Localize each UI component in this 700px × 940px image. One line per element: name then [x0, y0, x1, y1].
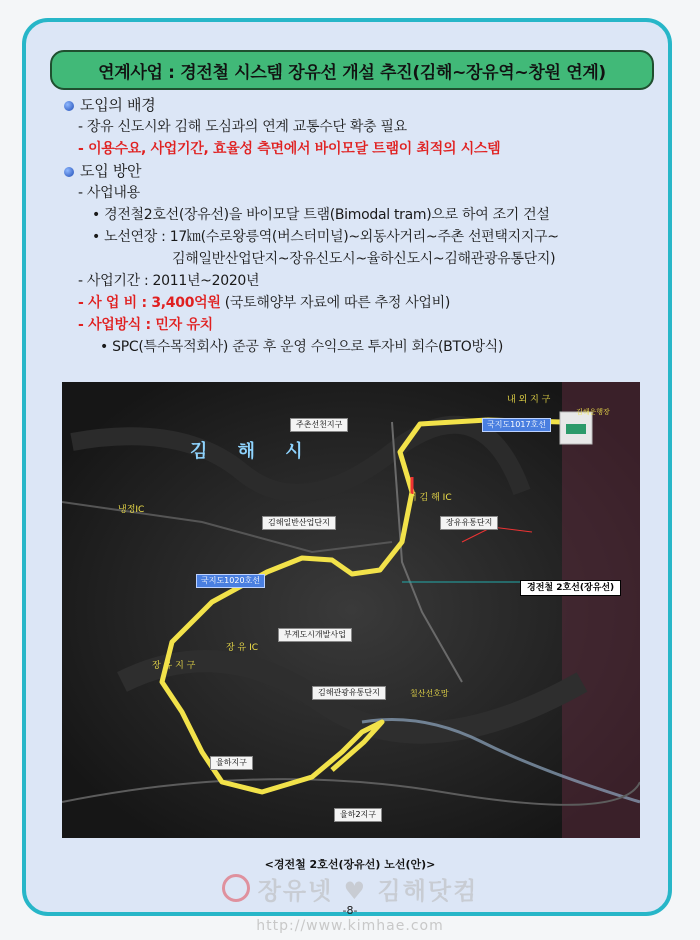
page-title: 연계사업 : 경전철 시스템 장유선 개설 추진(김해~장유역~창원 연계)	[98, 62, 606, 83]
label-city: 김 해 시	[190, 441, 315, 462]
label-juchon: 주촌선천지구	[290, 418, 348, 432]
plan-method-item: • SPC(특수목적회사) 준공 후 운영 수익으로 투자비 회수(BTO방식)	[100, 339, 504, 355]
watermark-logo-icon	[222, 874, 250, 902]
label-jangyu-district: 장 유 지 구	[152, 661, 196, 671]
label-station: 김해운행장	[576, 408, 610, 416]
label-route-1017: 국지도1017호선	[482, 418, 551, 432]
plan-item-2: • 노선연장 : 17㎞(수로왕릉역(버스터미널)~외동사거리~주촌 선편택지지구~	[92, 229, 559, 245]
label-tourism: 김해관광유통단지	[312, 686, 386, 700]
label-yulha: 율하지구	[210, 756, 253, 770]
title-bar	[50, 50, 654, 90]
label-chilsan: 칠산선호망	[410, 689, 449, 698]
background-line-2: - 이용수요, 사업기간, 효율성 측면에서 바이모달 트램이 최적의 시스템	[78, 141, 501, 157]
label-naeoe: 내 외 지 구	[507, 395, 551, 405]
page-number: -8-	[342, 904, 358, 917]
label-ilban: 김해일반산업단지	[262, 516, 336, 530]
content-text-block	[64, 94, 644, 358]
background-line-1: - 장유 신도시와 김해 도심과의 연계 교통수단 확충 필요	[78, 119, 407, 135]
map-pink-overlay	[562, 382, 640, 838]
label-bugye: 부계도시개발사업	[278, 628, 352, 642]
map-caption: <경전철 2호선(장유선) 노선(안)>	[264, 858, 436, 871]
plan-item-1: • 경전철2호선(장유선)을 바이모달 트램(Bimodal tram)으로 하여 조기 건설	[92, 207, 550, 223]
plan-cost-label: - 사 업 비 : 3,400억원	[78, 295, 221, 311]
bullet-icon	[64, 167, 74, 177]
label-naengjeong-ic: 냉정IC	[118, 505, 145, 515]
bullet-icon	[64, 101, 74, 111]
section-heading-plan: 도입 방안	[64, 160, 644, 182]
plan-method: - 사업방식 : 민자 유치	[78, 317, 213, 333]
label-jangyu-ic: 장 유 IC	[226, 643, 259, 653]
map-graphic	[62, 382, 640, 838]
section-heading-background: 도입의 배경	[64, 94, 644, 116]
plan-sub-heading: - 사업내용	[78, 185, 140, 201]
label-seogimhae-ic: 서 김 해 IC	[408, 493, 452, 503]
plan-cost	[64, 292, 644, 314]
plan-period: - 사업기간 : 2011년~2020년	[78, 273, 260, 289]
watermark-url: http://www.kimhae.com	[256, 918, 444, 934]
label-route-1020: 국지도1020호선	[196, 574, 265, 588]
label-yulha2: 율하2지구	[334, 808, 382, 822]
watermark	[200, 872, 500, 904]
label-line2: 경전철 2호선(장유선)	[520, 580, 621, 596]
map-background	[62, 382, 640, 838]
label-jangyu-logistics: 장유유통단지	[440, 516, 498, 530]
plan-cost-note: (국토해양부 자료에 따른 추정 사업비)	[220, 295, 451, 311]
route-map	[62, 382, 640, 838]
plan-item-2-cont: 김해일반산업단지~장유신도시~율하신도시~김해관광유통단지)	[172, 251, 556, 267]
watermark-text: 장유넷 ♥ 김해닷컴	[257, 876, 479, 905]
